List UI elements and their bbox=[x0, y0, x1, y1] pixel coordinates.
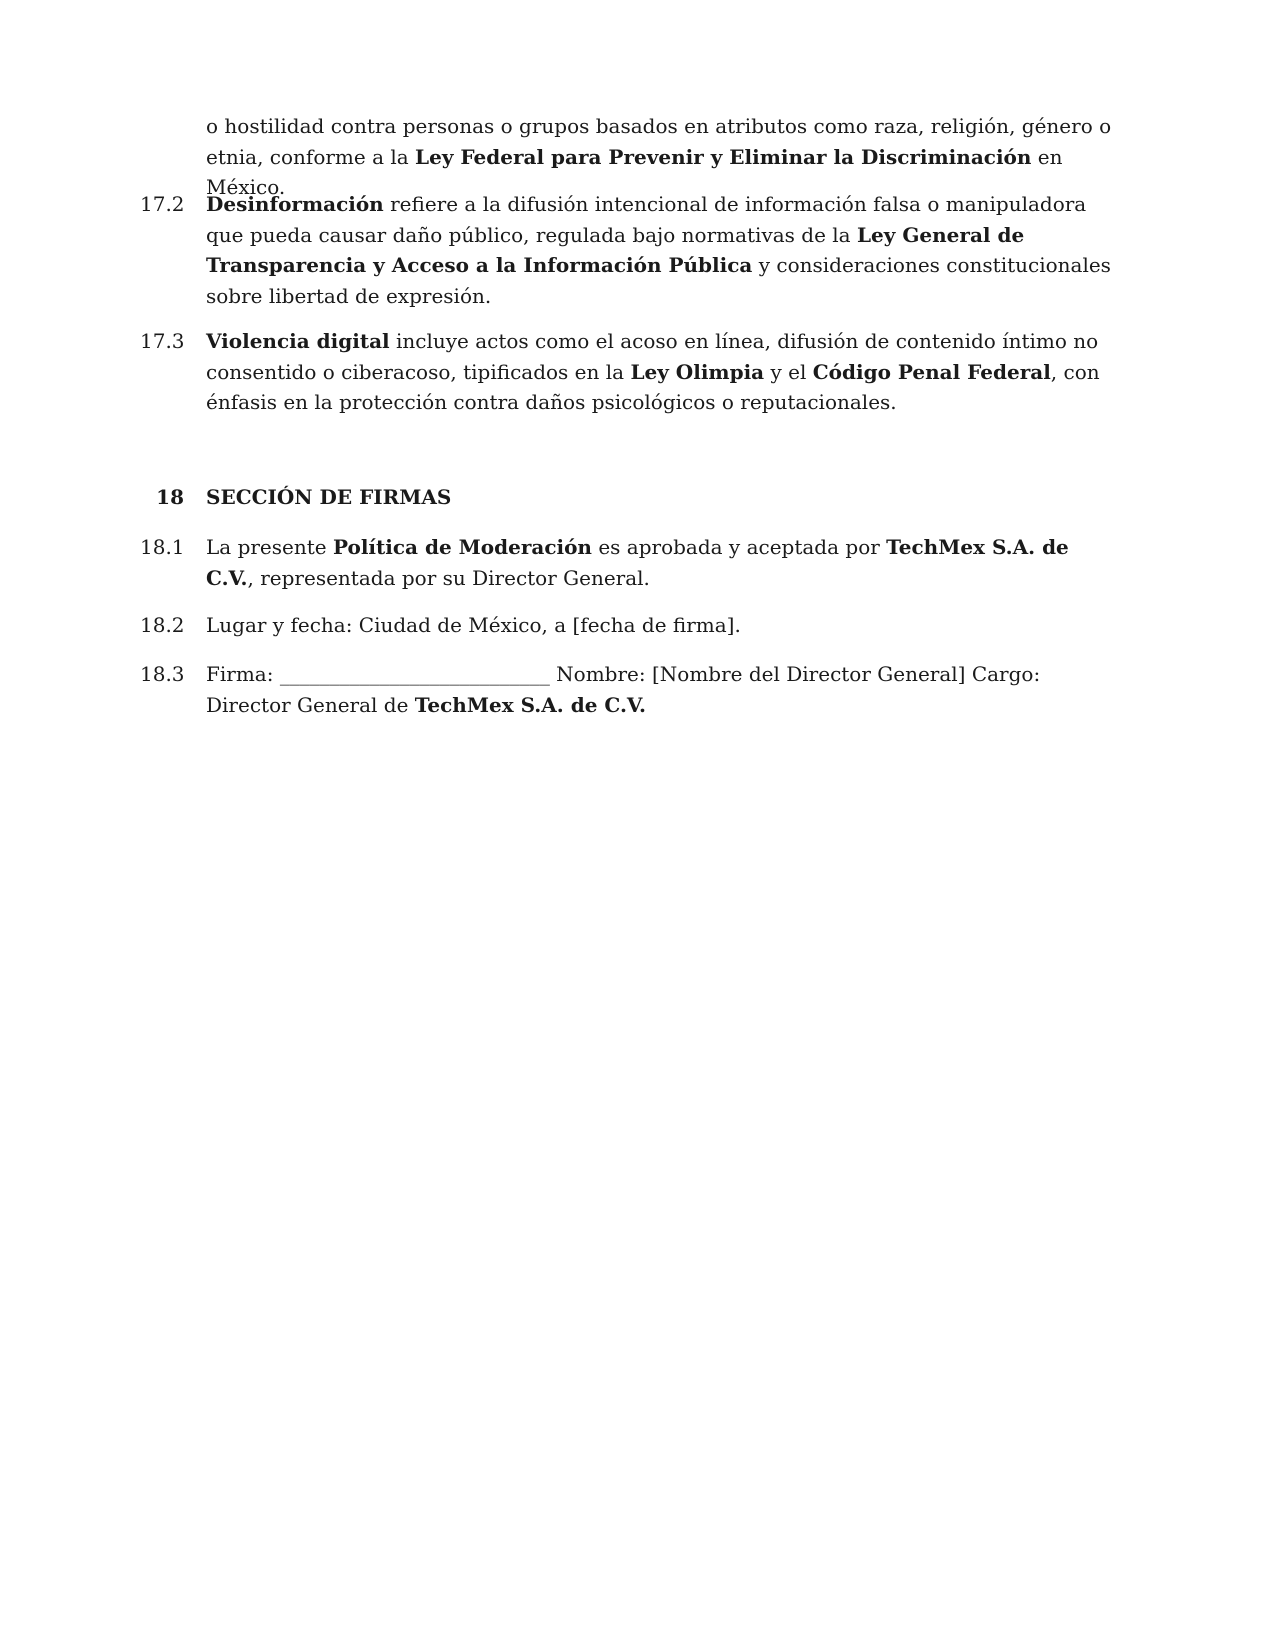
clause-text bbox=[206, 532, 1120, 593]
clause-number: 17.2 bbox=[140, 192, 185, 216]
clause-text bbox=[206, 189, 1120, 311]
section-number: 18 bbox=[156, 485, 184, 509]
bold-company-name: TechMex S.A. de C.V. bbox=[206, 535, 1069, 590]
bold-law-name: Ley Federal para Prevenir y Eliminar la Discriminación bbox=[415, 144, 1032, 169]
text-run: o hostilidad contra personas o grupos basados en atributos como raza, religión, género o etnia, conforme a la bbox=[206, 114, 1112, 169]
clause-text bbox=[206, 659, 1120, 720]
bold-term: Desinformación bbox=[206, 192, 384, 216]
text-run: en México. bbox=[206, 144, 1063, 199]
bold-company-name: TechMex S.A. de C.V. bbox=[414, 692, 646, 717]
text-run: refiere a la difusión intencional de información falsa o manipuladora que pueda causar daño público, regulada bajo normativas de la bbox=[206, 192, 1087, 247]
text-run: y consideraciones constitucionales sobre libertad de expresión. bbox=[206, 253, 1111, 308]
text-run: y el bbox=[764, 359, 813, 384]
clause-number: 18.2 bbox=[140, 613, 185, 637]
clause-text bbox=[206, 610, 1120, 641]
bold-law-name: Código Penal Federal bbox=[812, 359, 1051, 384]
text-run: incluye actos como el acoso en línea, difusión de contenido íntimo no consentido o ciberacoso, tipificados en la bbox=[206, 329, 1099, 384]
bold-law-name: Ley General de Transparencia y Acceso a la Información Pública bbox=[206, 222, 1025, 277]
clause-number: 17.3 bbox=[140, 329, 185, 353]
text-run: Firma: ___________________________ Nombre: [Nombre del Director General] Cargo: Director General de bbox=[206, 662, 1041, 717]
bold-term: Violencia digital bbox=[206, 329, 390, 353]
text-run: La presente bbox=[206, 535, 333, 559]
clause-number: 18.1 bbox=[140, 535, 185, 559]
text-run: , representada por su Director General. bbox=[247, 565, 650, 590]
section-title: SECCIÓN DE FIRMAS bbox=[206, 485, 452, 509]
text-run: , con énfasis en la protección contra daños psicológicos o reputacionales. bbox=[206, 359, 1100, 414]
bold-policy-name: Política de Moderación bbox=[332, 535, 592, 559]
text-run: Lugar y fecha: Ciudad de México, a [fecha de firma]. bbox=[206, 613, 741, 637]
clause-number: 18.3 bbox=[140, 662, 185, 686]
bold-law-name: Ley Olimpia bbox=[630, 359, 765, 384]
text-run: es aprobada y aceptada por bbox=[591, 535, 887, 559]
clause-text bbox=[206, 326, 1120, 418]
